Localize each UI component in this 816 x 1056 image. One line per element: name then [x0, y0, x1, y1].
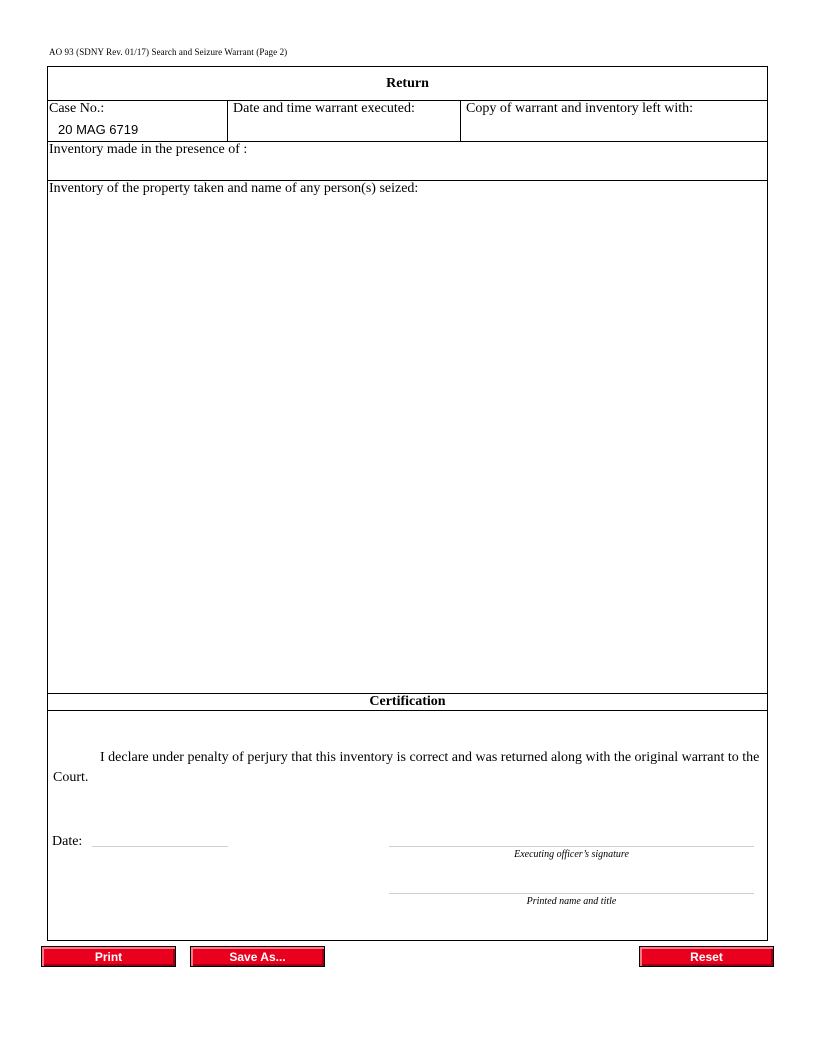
printed-name-caption: Printed name and title — [526, 896, 617, 907]
property-inventory-label: Inventory of the property taken and name of any person(s) seized: — [49, 181, 419, 196]
divider — [48, 710, 767, 711]
reset-button[interactable]: Reset — [639, 946, 774, 967]
printed-name-field[interactable] — [389, 893, 754, 894]
signature-caption: Executing officer’s signature — [514, 849, 629, 860]
certification-declaration: I declare under penalty of perjury that this inventory is correct and was returned along with the original warrant to the Court. — [53, 750, 760, 785]
date-field[interactable] — [92, 846, 228, 847]
warrant-return-form — [47, 66, 768, 941]
form-id-header: AO 93 (SDNY Rev. 01/17) Search and Seizure Warrant (Page 2) — [49, 47, 288, 57]
case-no-field[interactable]: 20 MAG 6719 — [58, 122, 139, 137]
save-as-button[interactable]: Save As... — [190, 946, 325, 967]
date-label: Date: — [52, 834, 83, 849]
return-title: Return — [386, 76, 429, 91]
officer-signature-field[interactable] — [389, 846, 754, 847]
divider — [227, 100, 228, 141]
inventory-presence-label: Inventory made in the presence of : — [49, 142, 248, 157]
copy-left-with-label: Copy of warrant and inventory left with: — [466, 101, 694, 116]
divider — [460, 100, 461, 141]
certification-title: Certification — [369, 694, 446, 709]
print-button[interactable]: Print — [41, 946, 176, 967]
date-time-executed-label: Date and time warrant executed: — [233, 101, 415, 116]
case-no-label: Case No.: — [49, 101, 105, 116]
